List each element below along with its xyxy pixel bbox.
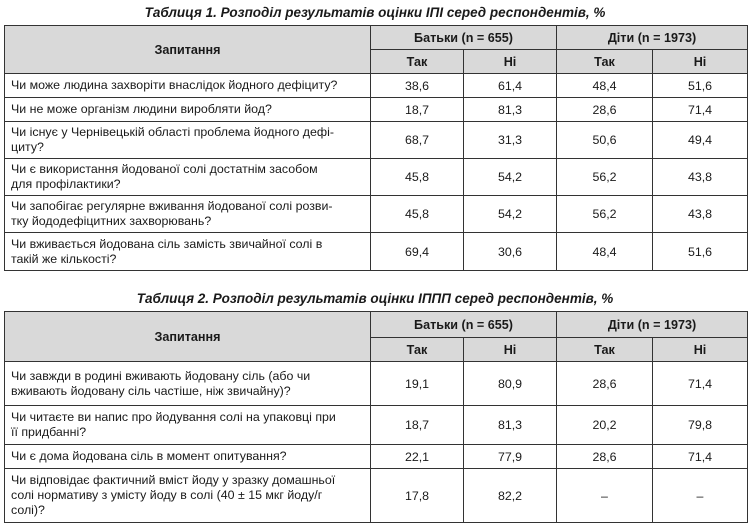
question-cell: Чи є використання йодованої солі достатнім засобом для профілактики? <box>5 159 371 196</box>
children-no-cell: 79,8 <box>653 406 748 445</box>
children-yes-cell: 48,4 <box>557 233 653 271</box>
parents-no-cell: 54,2 <box>464 196 557 233</box>
table2-header-question: Запитання <box>5 312 371 362</box>
table1-header-parents-yes: Так <box>371 50 464 74</box>
question-cell: Чи завжди в родині вживають йодовану сіль (або чи вживають йодовану сіль частіше, ніж звичайну)? <box>5 362 371 406</box>
question-cell: Чи запобігає регулярне вживання йодованої солі розви- тку йододефіцитних захворювань? <box>5 196 371 233</box>
table-row <box>5 122 748 159</box>
parents-no-cell: 30,6 <box>464 233 557 271</box>
children-yes-cell: 50,6 <box>557 122 653 159</box>
parents-yes-cell: 45,8 <box>371 159 464 196</box>
table1-caption: Таблиця 1. Розподіл результатів оцінки ІПІ серед респондентів, % <box>144 5 606 20</box>
parents-yes-cell: 38,6 <box>371 74 464 98</box>
children-yes-cell: 56,2 <box>557 159 653 196</box>
children-no-cell: 49,4 <box>653 122 748 159</box>
table2-header-children: Діти (n = 1973) <box>557 312 748 338</box>
table2-caption: Таблиця 2. Розподіл результатів оцінки ІППП серед респондентів, % <box>136 291 614 306</box>
table1-body <box>5 74 748 271</box>
children-no-cell: 51,6 <box>653 74 748 98</box>
question-cell: Чи відповідає фактичний вміст йоду у зразку домашньої солі нормативу з умісту йоду в солі (40 ± 15 мкг йоду/г солі)? <box>5 469 371 523</box>
children-yes-cell: 48,4 <box>557 74 653 98</box>
parents-yes-cell: 68,7 <box>371 122 464 159</box>
parents-yes-cell: 17,8 <box>371 469 464 523</box>
children-yes-cell: – <box>557 469 653 523</box>
parents-no-cell: 81,3 <box>464 98 557 122</box>
table-row <box>5 196 748 233</box>
table2-header-children-no: Ні <box>653 338 748 362</box>
table2 <box>4 311 748 523</box>
table1-header-parents-no: Ні <box>464 50 557 74</box>
question-cell: Чи існує у Чернівецькій області проблема йодного дефі- циту? <box>5 122 371 159</box>
parents-no-cell: 77,9 <box>464 445 557 469</box>
table-row <box>5 469 748 523</box>
table1 <box>4 25 748 271</box>
table2-header-children-yes: Так <box>557 338 653 362</box>
table1-header-question: Запитання <box>5 26 371 74</box>
table2-header-parents-no: Ні <box>464 338 557 362</box>
table-row <box>5 406 748 445</box>
children-no-cell: – <box>653 469 748 523</box>
table-row <box>5 445 748 469</box>
table1-header-parents: Батьки (n = 655) <box>371 26 557 50</box>
question-cell: Чи вживається йодована сіль замість звичайної солі в такій же кількості? <box>5 233 371 271</box>
table1-header-children-no: Ні <box>653 50 748 74</box>
parents-yes-cell: 22,1 <box>371 445 464 469</box>
table2-body <box>5 362 748 523</box>
children-yes-cell: 28,6 <box>557 362 653 406</box>
parents-yes-cell: 19,1 <box>371 362 464 406</box>
table-row <box>5 362 748 406</box>
table-row <box>5 159 748 196</box>
table1-header-children-yes: Так <box>557 50 653 74</box>
children-no-cell: 43,8 <box>653 159 748 196</box>
parents-no-cell: 61,4 <box>464 74 557 98</box>
children-yes-cell: 28,6 <box>557 445 653 469</box>
question-cell: Чи не може організм людини виробляти йод? <box>5 98 371 122</box>
parents-no-cell: 82,2 <box>464 469 557 523</box>
question-cell: Чи читаєте ви напис про йодування солі на упаковці при її придбанні? <box>5 406 371 445</box>
table2-header-parents: Батьки (n = 655) <box>371 312 557 338</box>
children-no-cell: 71,4 <box>653 98 748 122</box>
parents-no-cell: 81,3 <box>464 406 557 445</box>
table-row <box>5 74 748 98</box>
children-yes-cell: 28,6 <box>557 98 653 122</box>
children-no-cell: 71,4 <box>653 445 748 469</box>
parents-no-cell: 31,3 <box>464 122 557 159</box>
table2-header-parents-yes: Так <box>371 338 464 362</box>
table1-header-children: Діти (n = 1973) <box>557 26 748 50</box>
question-cell: Чи є дома йодована сіль в момент опитування? <box>5 445 371 469</box>
children-no-cell: 51,6 <box>653 233 748 271</box>
parents-no-cell: 54,2 <box>464 159 557 196</box>
children-no-cell: 71,4 <box>653 362 748 406</box>
table-row <box>5 98 748 122</box>
question-cell: Чи може людина захворіти внаслідок йодного дефіциту? <box>5 74 371 98</box>
parents-no-cell: 80,9 <box>464 362 557 406</box>
table-row <box>5 233 748 271</box>
parents-yes-cell: 18,7 <box>371 98 464 122</box>
children-no-cell: 43,8 <box>653 196 748 233</box>
parents-yes-cell: 18,7 <box>371 406 464 445</box>
parents-yes-cell: 69,4 <box>371 233 464 271</box>
parents-yes-cell: 45,8 <box>371 196 464 233</box>
children-yes-cell: 56,2 <box>557 196 653 233</box>
children-yes-cell: 20,2 <box>557 406 653 445</box>
